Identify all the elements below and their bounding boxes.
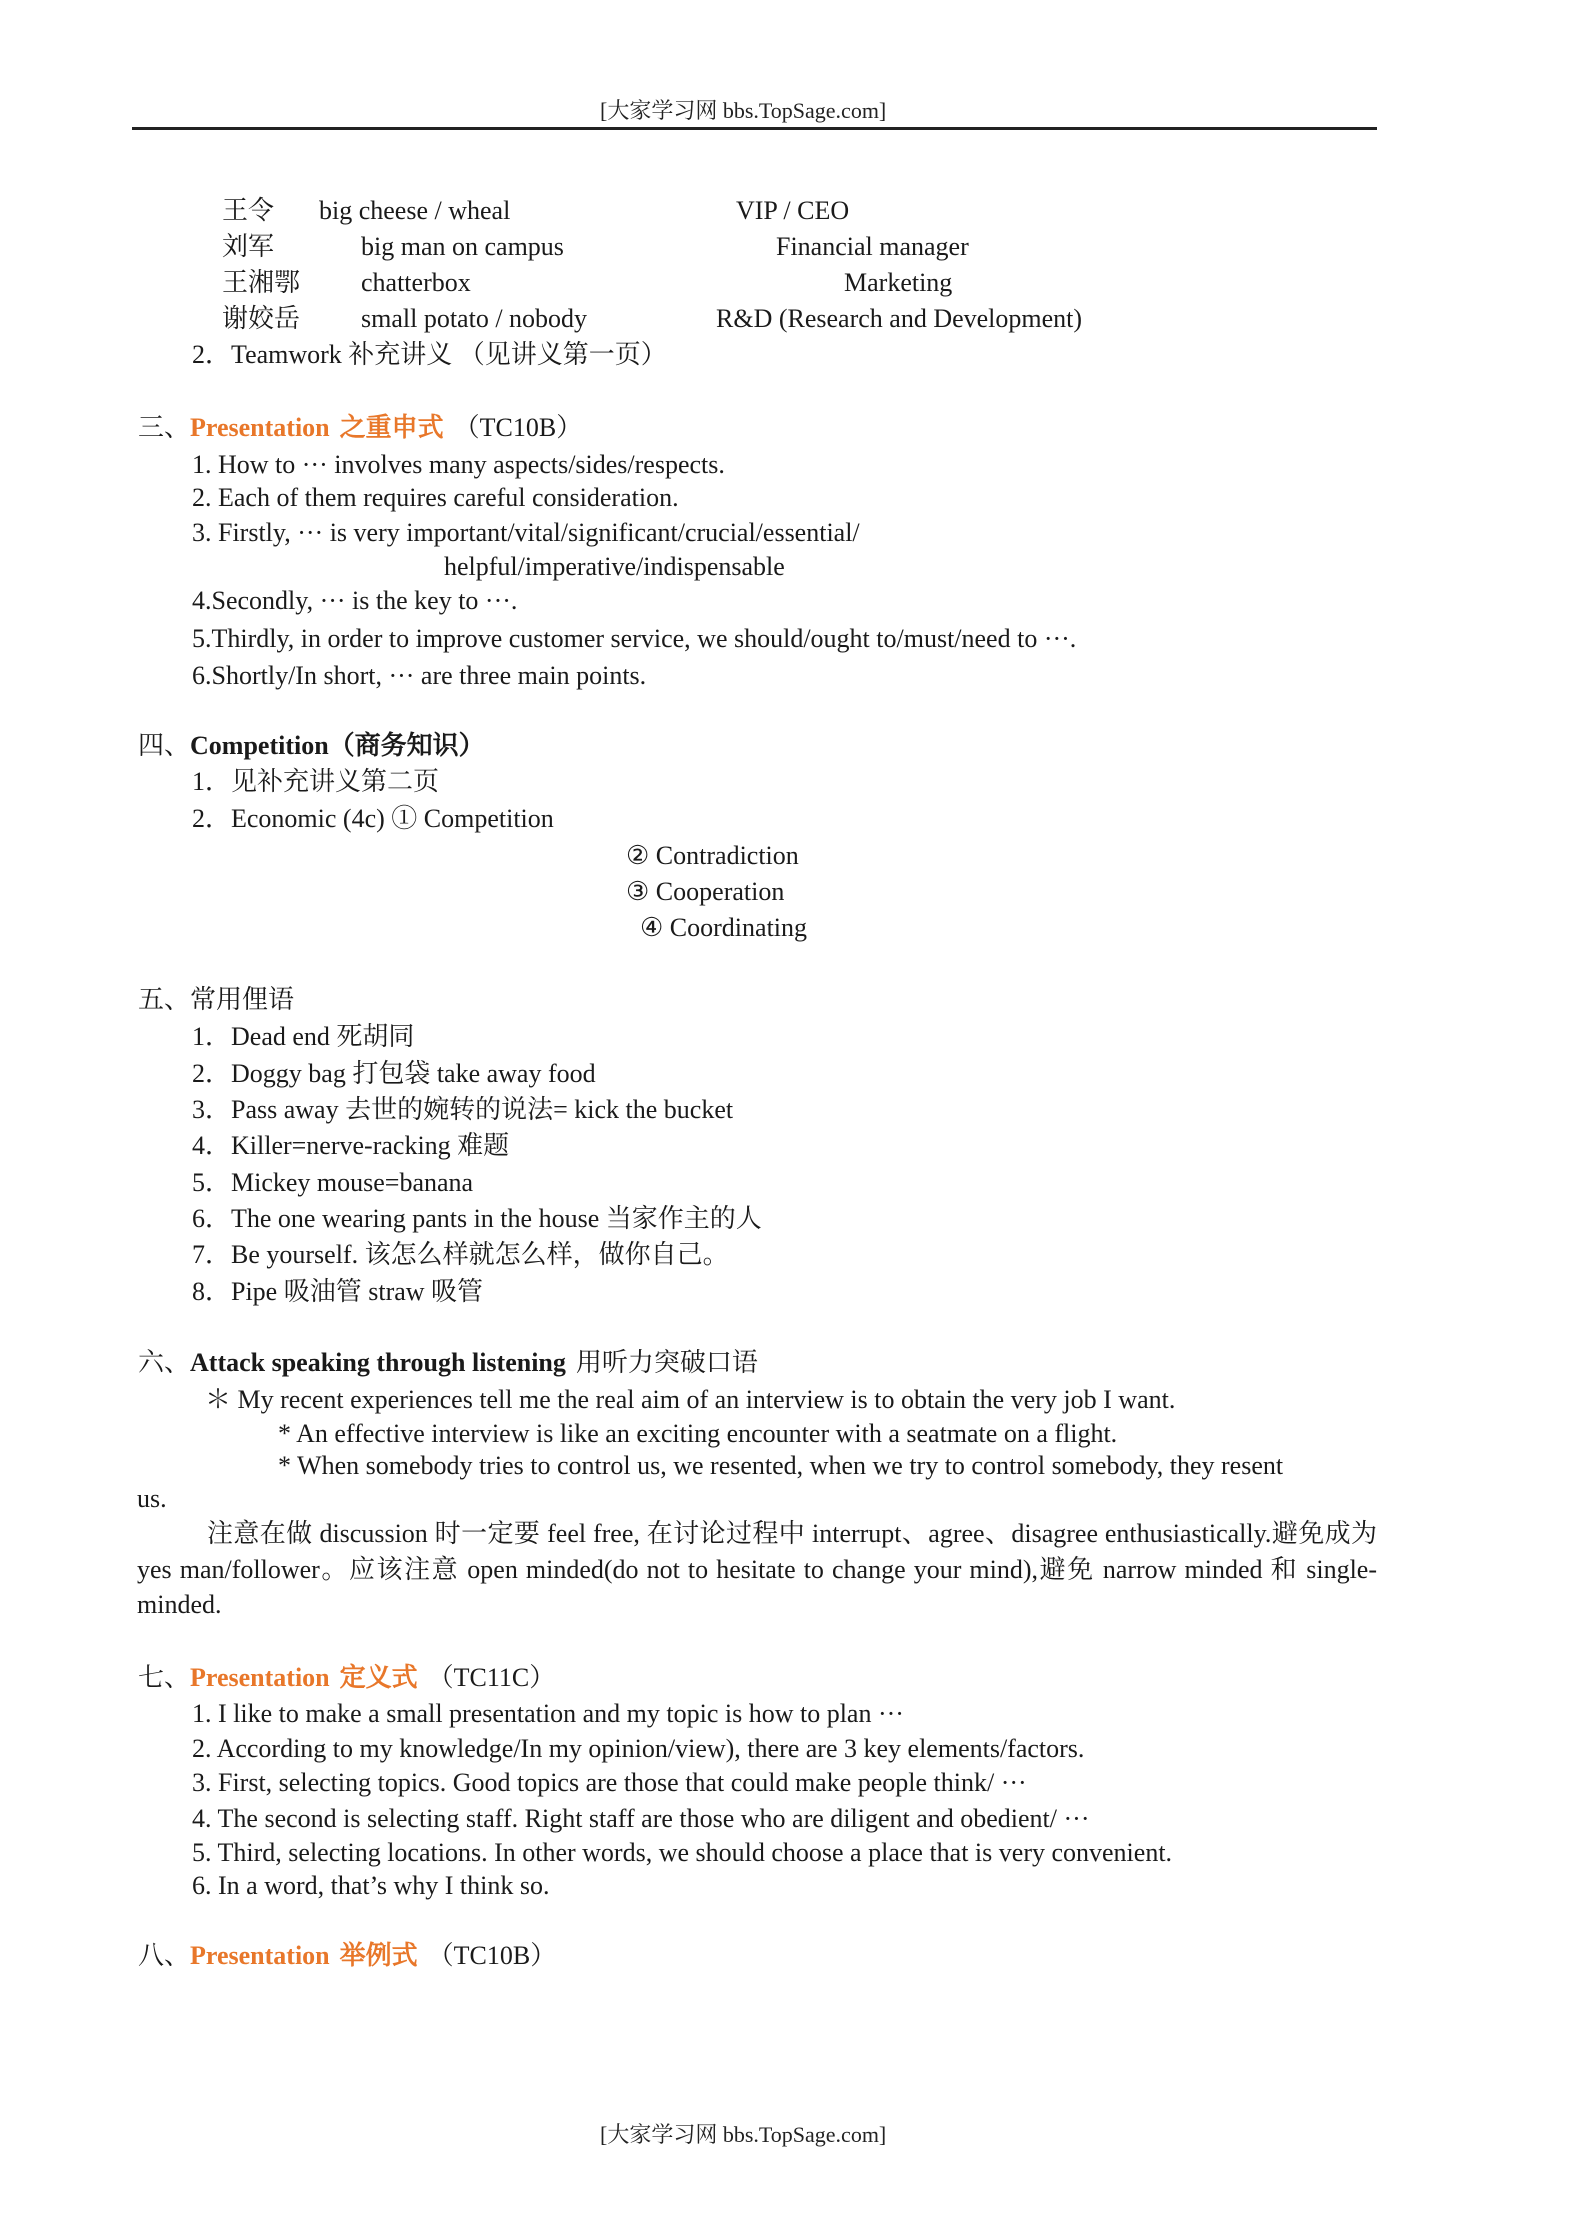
section-title-cn: 之重申式 <box>339 413 444 442</box>
role-title: VIP / CEO <box>736 196 850 225</box>
section-title: Competition（商务知识） <box>190 731 485 760</box>
list-item: 5．Mickey mouse=banana <box>192 1168 474 1197</box>
section-7-heading <box>138 1662 555 1694</box>
bullet-item: * When somebody tries to control us, we resented, when we try to control somebody, they resent <box>278 1451 1284 1480</box>
list-item: ④ Coordinating <box>640 913 808 942</box>
list-item: 2．Economic (4c) ① Competition <box>192 804 554 833</box>
list-item: ③ Cooperation <box>626 877 785 906</box>
page-header: [大家学习网 bbs.TopSage.com] <box>600 98 887 123</box>
roles-row <box>222 195 274 227</box>
role-name: 王令 <box>222 196 275 225</box>
section-title-en: Attack speaking through listening <box>190 1348 566 1377</box>
list-item: 2. Each of them requires careful consideration. <box>192 483 679 512</box>
role-title: R&D (Research and Development) <box>716 304 1083 333</box>
section-code: （TC10B） <box>453 413 583 442</box>
discussion-note <box>137 1516 1377 1623</box>
list-item: 8．Pipe 吸油管 straw 吸管 <box>192 1277 484 1306</box>
list-item: 6．The one wearing pants in the house 当家作主的人 <box>192 1204 762 1233</box>
list-item: 6.Shortly/In short, ··· are three main points. <box>192 661 647 690</box>
role-slang: chatterbox <box>361 268 471 297</box>
section-4-heading <box>138 730 485 762</box>
section-number: 七、 <box>138 1663 191 1692</box>
bullet-item: * An effective interview is like an exciting encounter with a seatmate on a flight. <box>278 1419 1118 1448</box>
discussion-note-text: 注意在做 discussion 时一定要 feel free, 在讨论过程中 interrupt、agree、disagree enthusiastically.避免成为 yes man/follower。应该注意 open minded(do not to hesitate to change your mind),避免 narrow minded 和 single-minded. <box>137 1519 1377 1619</box>
section-6-heading <box>138 1347 758 1379</box>
list-item: 3. Firstly, ··· is very important/vital/significant/crucial/essential/ <box>192 518 860 547</box>
section-title: 常用俚语 <box>190 985 295 1014</box>
section-number: 五、 <box>138 985 191 1014</box>
section-title-en: Presentation <box>190 1663 330 1692</box>
section-number: 六、 <box>138 1348 191 1377</box>
list-item: 1. I like to make a small presentation and my topic is how to plan ··· <box>192 1699 904 1728</box>
list-item: 1．Dead end 死胡同 <box>192 1022 415 1051</box>
section-5-heading <box>138 984 294 1016</box>
header-rule <box>132 127 1377 130</box>
section-3-heading <box>138 412 582 444</box>
list-item: 5. Third, selecting locations. In other words, we should choose a place that is very convenient. <box>192 1838 1173 1867</box>
role-title: Financial manager <box>776 232 969 261</box>
section-title-cn: 用听力突破口语 <box>575 1348 758 1377</box>
section-number: 四、 <box>138 731 191 760</box>
role-name: 王湘鄂 <box>222 268 301 297</box>
list-item: 1．见补充讲义第二页 <box>192 767 440 796</box>
section-code: （TC10B） <box>427 1941 557 1970</box>
section-title-cn: 举例式 <box>339 1941 418 1970</box>
teamwork-line: 2．Teamwork 补充讲义 （见讲义第一页） <box>192 340 667 369</box>
list-item: 3．Pass away 去世的婉转的说法= kick the bucket <box>192 1095 734 1124</box>
list-item: 6. In a word, that’s why I think so. <box>192 1871 550 1900</box>
list-item: 3. First, selecting topics. Good topics are those that could make people think/ ··· <box>192 1768 1027 1797</box>
list-item: 4．Killer=nerve-racking 难题 <box>192 1131 510 1160</box>
page-footer: [大家学习网 bbs.TopSage.com] <box>600 2122 887 2147</box>
role-slang: small potato / nobody <box>361 304 588 333</box>
bullet-item: ＊ My recent experiences tell me the real aim of an interview is to obtain the very job I want. <box>205 1385 1176 1414</box>
section-title-en: Presentation <box>190 1941 330 1970</box>
role-name: 刘军 <box>222 232 275 261</box>
list-item: ② Contradiction <box>626 841 799 870</box>
role-name: 谢姣岳 <box>222 304 301 333</box>
list-item-continuation: helpful/imperative/indispensable <box>444 552 785 581</box>
list-item: 2. According to my knowledge/In my opinion/view), there are 3 key elements/factors. <box>192 1734 1085 1763</box>
section-title-en: Presentation <box>190 413 330 442</box>
list-item: 4. The second is selecting staff. Right staff are those who are diligent and obedient/ ··· <box>192 1804 1090 1833</box>
section-number: 八、 <box>138 1941 191 1970</box>
role-slang: big man on campus <box>361 232 564 261</box>
section-title-cn: 定义式 <box>339 1663 418 1692</box>
section-8-heading <box>138 1940 556 1972</box>
list-item: 1. How to ··· involves many aspects/sides/respects. <box>192 450 725 479</box>
list-item: 7．Be yourself. 该怎么样就怎么样，做你自己。 <box>192 1240 729 1269</box>
section-number: 三、 <box>138 413 191 442</box>
list-item: 2．Doggy bag 打包袋 take away food <box>192 1059 596 1088</box>
section-code: （TC11C） <box>427 1663 556 1692</box>
list-item: 5.Thirdly, in order to improve customer service, we should/ought to/must/need to ···. <box>192 624 1077 653</box>
bullet-item-wrap: us. <box>137 1484 167 1513</box>
list-item: 4.Secondly, ··· is the key to ···. <box>192 586 518 615</box>
role-slang: big cheese / wheal <box>319 196 511 225</box>
role-title: Marketing <box>844 268 953 297</box>
